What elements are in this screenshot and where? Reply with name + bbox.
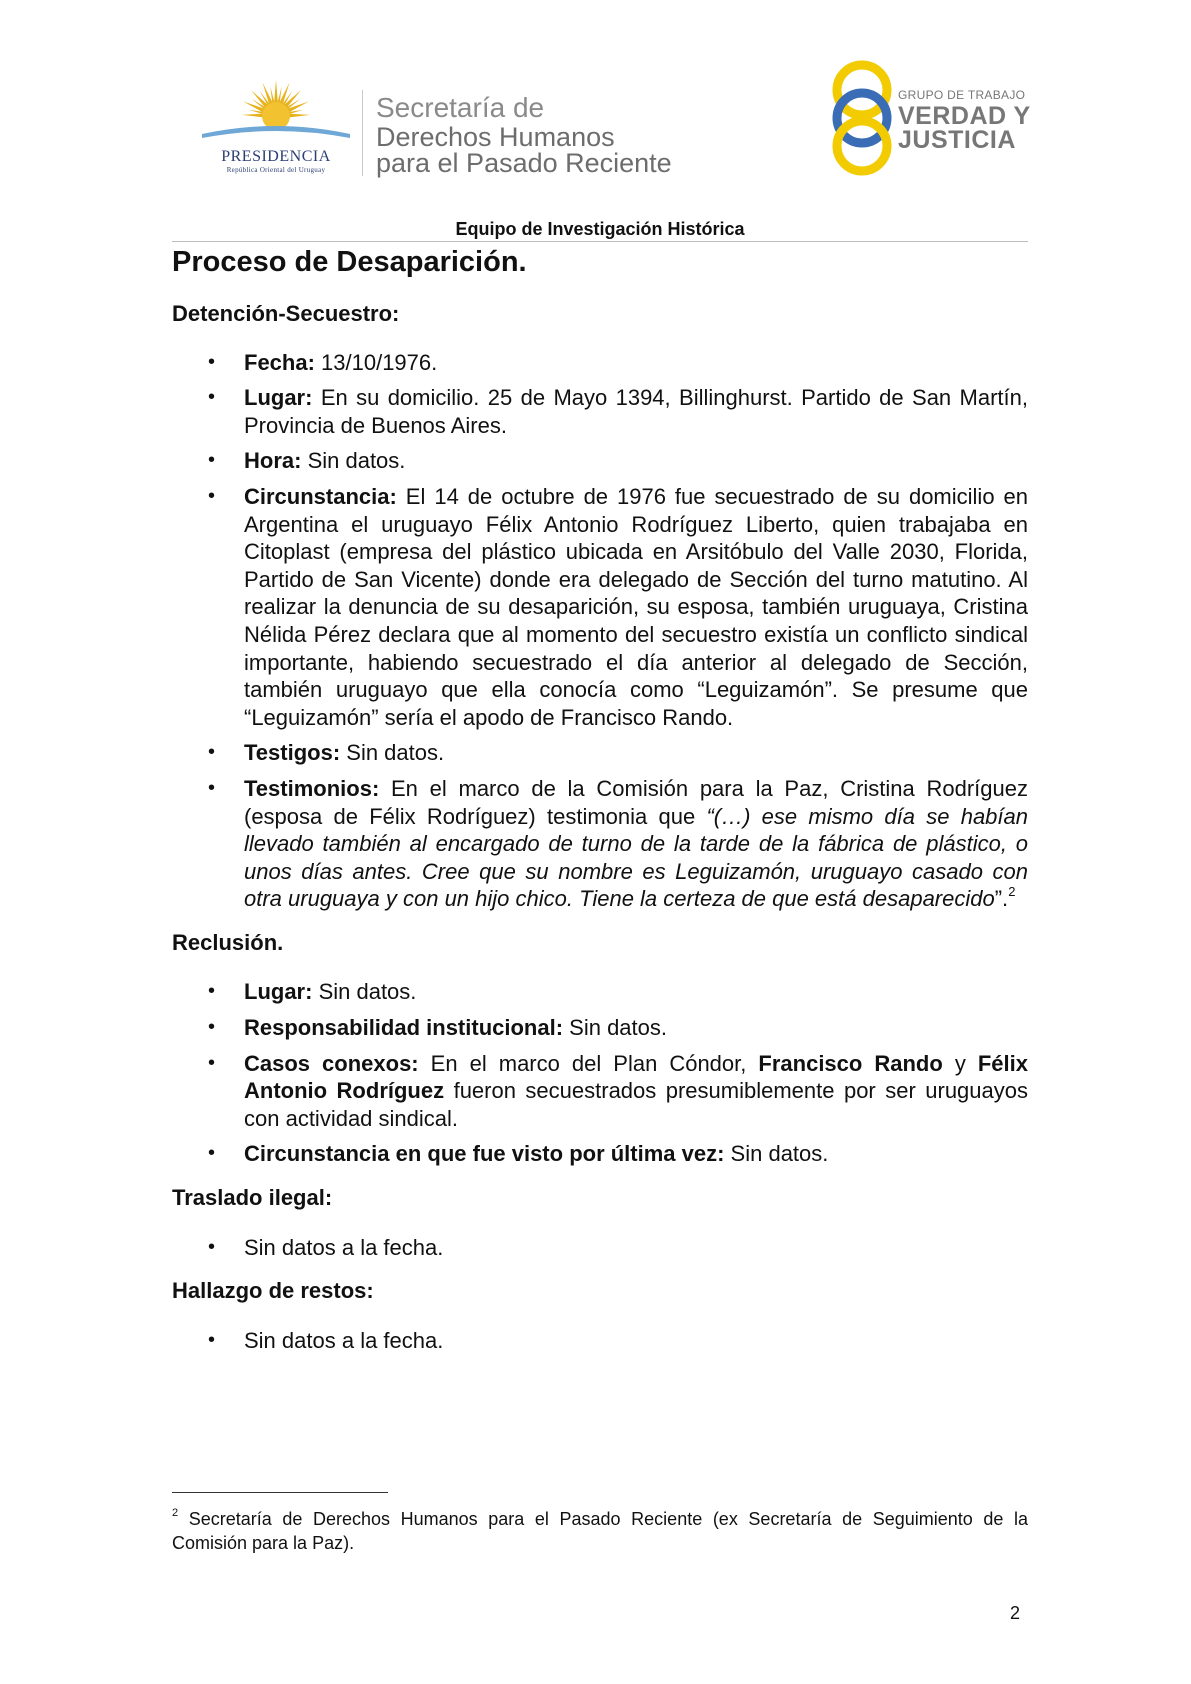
footnote-number: 2 bbox=[172, 1507, 179, 1519]
testigos-value: Sin datos. bbox=[340, 740, 445, 766]
list-item bbox=[172, 1050, 1028, 1133]
header-rule bbox=[172, 241, 1028, 242]
logo-divider bbox=[362, 90, 363, 176]
list-item bbox=[172, 978, 1028, 1006]
casos-name-2: Félix Antonio Rodríguez bbox=[244, 1050, 1028, 1104]
reclusion-list bbox=[172, 978, 1028, 1168]
list-item bbox=[172, 1327, 1028, 1355]
equipo-header: Equipo de Investigación Histórica bbox=[455, 219, 745, 239]
document-body bbox=[172, 244, 1028, 1362]
circunstancia-value: El 14 de octubre de 1976 fue secuestrado de su domicilio en Argentina el uruguayo Félix Antonio Rodríguez Liberto, quien trabajaba en Citoplast (empresa del plástico ubicada en Arsitóbulo del Valle 2030, Florida, Partido de San Vicente) donde era delegado de Sección del turno matutino. Al realizar la denuncia de su desaparición, su esposa, también uruguaya, Cristina Nélida Pérez declara que al momento del secuestro existía un conflicto sindical importante, habiendo secuestrado el día anterior al delegado de Sección, también uruguayo que ella conocía como “Leguizamón”. Se presume que “Leguizamón” sería el apodo de Francisco Rando. bbox=[244, 483, 1028, 730]
presidencia-subtitle: República Oriental del Uruguay bbox=[226, 166, 326, 174]
visto-value: Sin datos. bbox=[724, 1141, 829, 1167]
testimonios-end: ”. bbox=[994, 886, 1009, 912]
footnote-text: Secretaría de Derechos Humanos para el Pasado Reciente (ex Secretaría de Seguimiento de la Comisión para la Paz). bbox=[172, 1509, 1028, 1553]
casos-label: Casos conexos: bbox=[244, 1050, 419, 1076]
list-item bbox=[172, 1234, 1028, 1262]
testimonios-label: Testimonios: bbox=[244, 775, 380, 801]
traslado-value: Sin datos a la fecha. bbox=[244, 1234, 444, 1260]
fecha-label: Fecha: bbox=[244, 349, 315, 375]
hora-label: Hora: bbox=[244, 448, 302, 474]
footnote-reference: 2 bbox=[1008, 883, 1016, 899]
hora-value: Sin datos. bbox=[301, 448, 406, 474]
testigos-label: Testigos: bbox=[244, 740, 341, 766]
reclusion-heading: Reclusión. bbox=[172, 929, 284, 955]
casos-text-3: fueron secuestrados presumiblemente por ser uruguayos con actividad sindical. bbox=[244, 1078, 1029, 1131]
casos-text-2: y bbox=[942, 1050, 978, 1076]
reclusion-lugar-label: Lugar: bbox=[244, 979, 313, 1005]
fecha-value: 13/10/1976. bbox=[314, 349, 438, 375]
testimonios-quote: “(…) ese mismo día se habían llevado también al encargado de turno de la tarde de la fábrica de plástico, o unos días antes. Cree que su nombre es Leguizamón, uruguayo casado con otra uruguaya y con un hijo chico. Tiene la certeza de que está desaparecido bbox=[244, 803, 1028, 912]
list-item bbox=[172, 384, 1028, 439]
list-item bbox=[172, 349, 1028, 377]
secretaria-line-3: para el Pasado Reciente bbox=[376, 148, 672, 178]
grupo-trabajo-label: GRUPO DE TRABAJO bbox=[898, 88, 1026, 102]
verdad-label: VERDAD Y bbox=[898, 102, 1031, 130]
footnote bbox=[172, 1507, 1028, 1555]
hallazgo-list bbox=[172, 1327, 1028, 1355]
secretaria-line-2: Derechos Humanos bbox=[376, 122, 615, 152]
list-item bbox=[172, 447, 1028, 475]
detencion-list bbox=[172, 349, 1028, 913]
verdad-justicia-rings-icon bbox=[824, 56, 900, 180]
responsabilidad-label: Responsabilidad institucional: bbox=[244, 1015, 564, 1041]
list-item bbox=[172, 739, 1028, 767]
secretaria-line-1: Secretaría de bbox=[376, 92, 545, 123]
list-item bbox=[172, 1140, 1028, 1168]
lugar-value: En su domicilio. 25 de Mayo 1394, Billinghurst. Partido de San Martín, Provincia de Buenos Aires. bbox=[244, 385, 1028, 438]
page-number: 2 bbox=[1010, 1603, 1021, 1623]
circunstancia-label: Circunstancia: bbox=[244, 483, 397, 509]
justicia-label: JUSTICIA bbox=[898, 126, 1016, 154]
hallazgo-heading: Hallazgo de restos: bbox=[172, 1278, 374, 1304]
traslado-heading: Traslado ilegal: bbox=[172, 1185, 333, 1211]
lugar-label: Lugar: bbox=[244, 385, 313, 411]
list-item bbox=[172, 483, 1028, 731]
visto-label: Circunstancia en que fue visto por última vez: bbox=[244, 1141, 725, 1167]
reclusion-lugar-value: Sin datos. bbox=[312, 979, 417, 1005]
casos-text-1: En el marco del Plan Cóndor, bbox=[418, 1050, 759, 1076]
hallazgo-value: Sin datos a la fecha. bbox=[244, 1327, 444, 1353]
list-item bbox=[172, 1014, 1028, 1042]
responsabilidad-value: Sin datos. bbox=[563, 1015, 667, 1041]
casos-name-1: Francisco Rando bbox=[758, 1050, 943, 1076]
page-title: Proceso de Desaparición. bbox=[172, 246, 527, 278]
testimonios-value: En el marco de la Comisión para la Paz, Cristina Rodríguez (esposa de Félix Rodríguez) testimonia que bbox=[244, 775, 1028, 829]
presidencia-label: PRESIDENCIA bbox=[221, 148, 331, 165]
list-item bbox=[172, 775, 1028, 913]
traslado-list bbox=[172, 1234, 1028, 1262]
detencion-heading: Detención-Secuestro: bbox=[172, 301, 400, 326]
footnote-rule bbox=[172, 1492, 388, 1493]
